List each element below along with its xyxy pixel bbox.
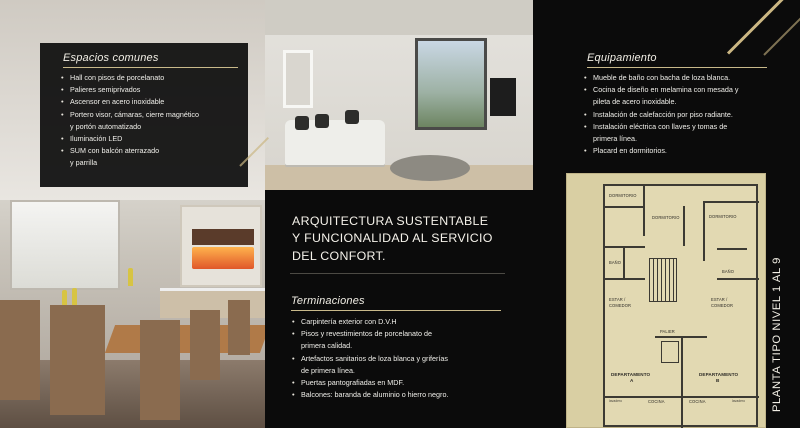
- equipment-list: [584, 72, 738, 157]
- photo-chair: [0, 300, 40, 400]
- list-item: y portón automatizado: [70, 121, 142, 131]
- plan-label-dining: COMEDOR: [711, 303, 734, 308]
- photo-barbecue: [180, 205, 262, 287]
- floor-plan-caption: PLANTA TIPO NIVEL 1 AL 9: [771, 257, 783, 412]
- plan-wall: [681, 336, 683, 428]
- photo-mirror: [283, 50, 313, 108]
- photo-bottle: [72, 288, 77, 306]
- photo-ceiling: [265, 0, 533, 35]
- plan-label-laundry: lavadero: [732, 399, 746, 403]
- headline-line: Y FUNCIONALIDAD AL SERVICIO: [292, 231, 493, 246]
- photo-pillow: [295, 116, 309, 130]
- list-item: • Instalación eléctrica con llaves y tomas de: [584, 121, 738, 133]
- plan-label-bedroom: DORMITORIO: [652, 215, 680, 220]
- plan-label-bedroom: DORMITORIO: [609, 193, 637, 198]
- plan-label-laundry: lavadero: [609, 399, 623, 403]
- list-item: • Puertas pantografiadas en MDF.: [292, 377, 448, 389]
- plan-label-bedroom: DORMITORIO: [709, 214, 737, 219]
- finishes-rule: [291, 310, 501, 311]
- list-item: • Portero visor, cámaras, cierre magnético: [61, 109, 199, 121]
- plan-wall: [605, 278, 645, 280]
- photo-chair: [190, 310, 220, 380]
- headline-line: ARQUITECTURA SUSTENTABLE: [292, 214, 489, 228]
- plan-elevator: [661, 341, 679, 363]
- plan-stairs: [649, 258, 677, 302]
- headline: [292, 213, 522, 265]
- list-item: • Iluminación LED: [61, 133, 199, 145]
- list-item: • Palieres semiprivados: [61, 84, 199, 96]
- plan-label-living: ESTAR /: [609, 297, 626, 302]
- list-item: y parrilla: [70, 158, 98, 168]
- list-item: primera línea.: [593, 134, 637, 144]
- list-item: primera calidad.: [301, 341, 353, 351]
- plan-label-unit: DEPARTAMENTO: [699, 372, 739, 377]
- list-item: • Artefactos sanitarios de loza blanca y griferías: [292, 353, 448, 365]
- photo-chair: [50, 305, 105, 415]
- photo-window: [10, 200, 120, 290]
- headline-line: DEL CONFORT.: [292, 248, 386, 263]
- list-item: • SUM con balcón aterrazado: [61, 145, 199, 157]
- list-item: • Mueble de baño con bacha de loza blanca.: [584, 72, 738, 84]
- headline-divider: [290, 273, 505, 274]
- photo-chair: [228, 300, 250, 355]
- list-item: • Carpintería exterior con D.V.H: [292, 316, 448, 328]
- plan-label-bathroom: BAÑO: [609, 260, 622, 265]
- finishes-title: Terminaciones: [291, 295, 365, 307]
- floor-plan-outline: [603, 184, 758, 427]
- photo-bottle: [128, 268, 133, 286]
- photo-fire: [192, 247, 254, 269]
- plan-wall: [717, 278, 759, 280]
- finishes-list: [292, 316, 448, 401]
- photo-ottoman: [390, 155, 470, 181]
- list-item: • Hall con pisos de porcelanato: [61, 72, 199, 84]
- plan-label-landing: PALIER: [660, 329, 675, 334]
- common-areas-list: [61, 72, 199, 170]
- plan-label-living: ESTAR /: [711, 297, 728, 302]
- plan-wall: [717, 248, 747, 250]
- plan-label-kitchen: COCINA: [689, 399, 706, 404]
- photo-pillow: [315, 114, 329, 128]
- common-areas-rule: [63, 67, 238, 68]
- plan-wall: [683, 206, 685, 246]
- plan-label-unit-letter: B: [716, 378, 720, 383]
- plan-label-unit: DEPARTAMENTO: [611, 372, 651, 377]
- plan-wall: [703, 201, 705, 261]
- photo-chair: [140, 320, 180, 420]
- photo-tv: [490, 78, 516, 116]
- list-item: pileta de acero inoxidable.: [593, 97, 677, 107]
- plan-wall: [605, 246, 645, 248]
- living-room-photo: [265, 0, 533, 190]
- list-item: de primera línea.: [301, 365, 355, 375]
- plan-wall: [655, 336, 707, 338]
- plan-label-bathroom: BAÑO: [722, 269, 735, 274]
- floor-plan: [566, 173, 766, 428]
- photo-window: [415, 38, 487, 130]
- plan-wall: [605, 206, 645, 208]
- plan-wall: [643, 186, 645, 236]
- plan-label-kitchen: COCINA: [648, 399, 665, 404]
- plan-wall: [703, 201, 759, 203]
- photo-grill: [192, 229, 254, 245]
- list-item: • Ascensor en acero inoxidable: [61, 96, 199, 108]
- list-item: • Instalación de calefacción por piso radiante.: [584, 109, 738, 121]
- equipment-rule: [587, 67, 767, 68]
- photo-pillow: [345, 110, 359, 124]
- list-item: • Pisos y revestimientos de porcelanato de: [292, 328, 448, 340]
- plan-label-unit-letter: A: [630, 378, 634, 383]
- list-item: • Balcones: baranda de aluminio o hierro negro.: [292, 389, 448, 401]
- list-item: • Cocina de diseño en melamina con mesada y: [584, 84, 738, 96]
- list-item: • Placard en dormitorios.: [584, 145, 738, 157]
- plan-wall: [623, 248, 625, 278]
- plan-label-dining: COMEDOR: [609, 303, 632, 308]
- common-areas-title: Espacios comunes: [63, 52, 159, 64]
- equipment-title: Equipamiento: [587, 52, 657, 64]
